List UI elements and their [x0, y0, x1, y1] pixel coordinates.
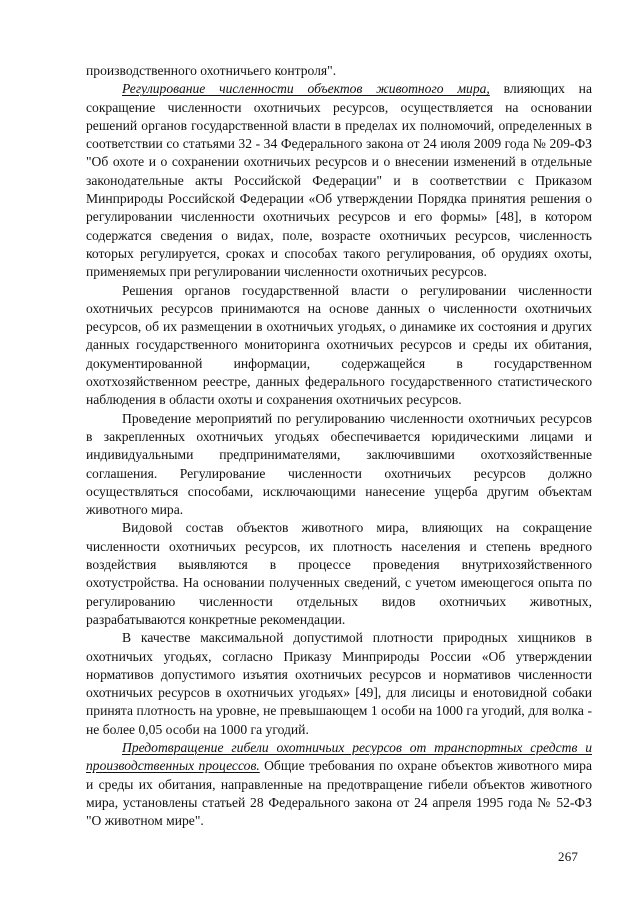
paragraph-decisions — [86, 282, 592, 410]
paragraph-predator-density — [86, 629, 592, 739]
paragraph-text: производственного охотничьего контроля". — [86, 63, 337, 78]
paragraph-text: Решения органов государственной власти о регулировании численности охотничьих ресурсов принимаются на основе данных о численности охотничьих ресурсов, об их размещении в охотничьих угодьях, о динамике их состояния и других данных государственного мониторинга охотничьих ресурсов и среды их обитания, документированной информации, содержащейся в государственном охотхозяйственном реестре, данных федерального государственного статистического наблюдения в области охоты и сохранения охотничьих ресурсов. — [86, 282, 592, 408]
paragraph-text: Общие требования по охране объектов животного мира и среды их обитания, направленные на предотвращение гибели объектов животного мира, установлены статьей 28 Федерального закона от 24 апреля 1995 года № 52-ФЗ "О животном мире". — [86, 758, 592, 829]
paragraph-lead-heading: Регулирование численности объектов животного мира, — [122, 81, 490, 97]
paragraph-measures — [86, 410, 592, 520]
document-body — [86, 62, 592, 830]
paragraph-text: Проведение мероприятий по регулированию численности охотничьих ресурсов в закрепленных охотничьих угодьях обеспечивается юридическими лицами и индивидуальными предпринимателями, заключившими охотхозяйственные соглашения. Регулирование численности охотничьих ресурсов должно осуществляться способами, исключающими нанесение ущерба другим объектам животного мира. — [86, 410, 592, 518]
paragraph-species — [86, 519, 592, 629]
paragraph-text: В качестве максимальной допустимой плотности природных хищников в охотничьих угодьях, согласно Приказу Минприроды России «Об утверждении нормативов допустимого изъятия охотничьих ресурсов и нормативов численности охотничьих ресурсов в охотничьих угодьях» [49], для лисицы и енотовидной собаки принята плотность на уровне, не превышающем 1 особи на 1000 га угодий, для волка - не более 0,05 особи на 1000 га угодий. — [86, 630, 592, 737]
paragraph-text: Видовой состав объектов животного мира, влияющих на сокращение численности охотничьих ресурсов, их плотность населения и степень вредного воздействия выявляются в процессе проведения внутрихозяйственного охотустройства. На основании полученных сведений, с учетом имеющегося опыта по регулированию численности отдельных видов охотничьих животных, разрабатываются конкретные рекомендации. — [86, 520, 592, 627]
paragraph-continuation — [86, 62, 592, 80]
paragraph-regulation — [86, 80, 592, 281]
page-number: 267 — [558, 849, 579, 864]
paragraph-lead-heading: Предотвращение гибели охотничьих ресурсов от транспортных средств и производственных процессов. — [86, 739, 592, 774]
paragraph-text: влияющих на сокращение численности охотничьих ресурсов, осуществляется на основании решений органов государственной власти в пределах их полномочий, определенных в соответствии со статьями 32 - 34 Федерального закона от 24 июля 2009 года № 209-ФЗ "Об охоте и о сохранении охотничьих ресурсов и о внесении изменений в отдельные законодательные акты Российской Федерации" и в соответствии с Приказом Минприроды Российской Федерации «Об утверждении Порядка принятия решения о регулировании численности охотничьих ресурсов и его формы» [48], в котором содержатся сведения о видах, поле, возрасте охотничьих ресурсов, численность которых регулируется, сроках и способах такого регулирования, об орудиях охоты, применяемых при регулировании численности охотничьих ресурсов. — [86, 81, 592, 280]
paragraph-prevention — [86, 739, 592, 830]
